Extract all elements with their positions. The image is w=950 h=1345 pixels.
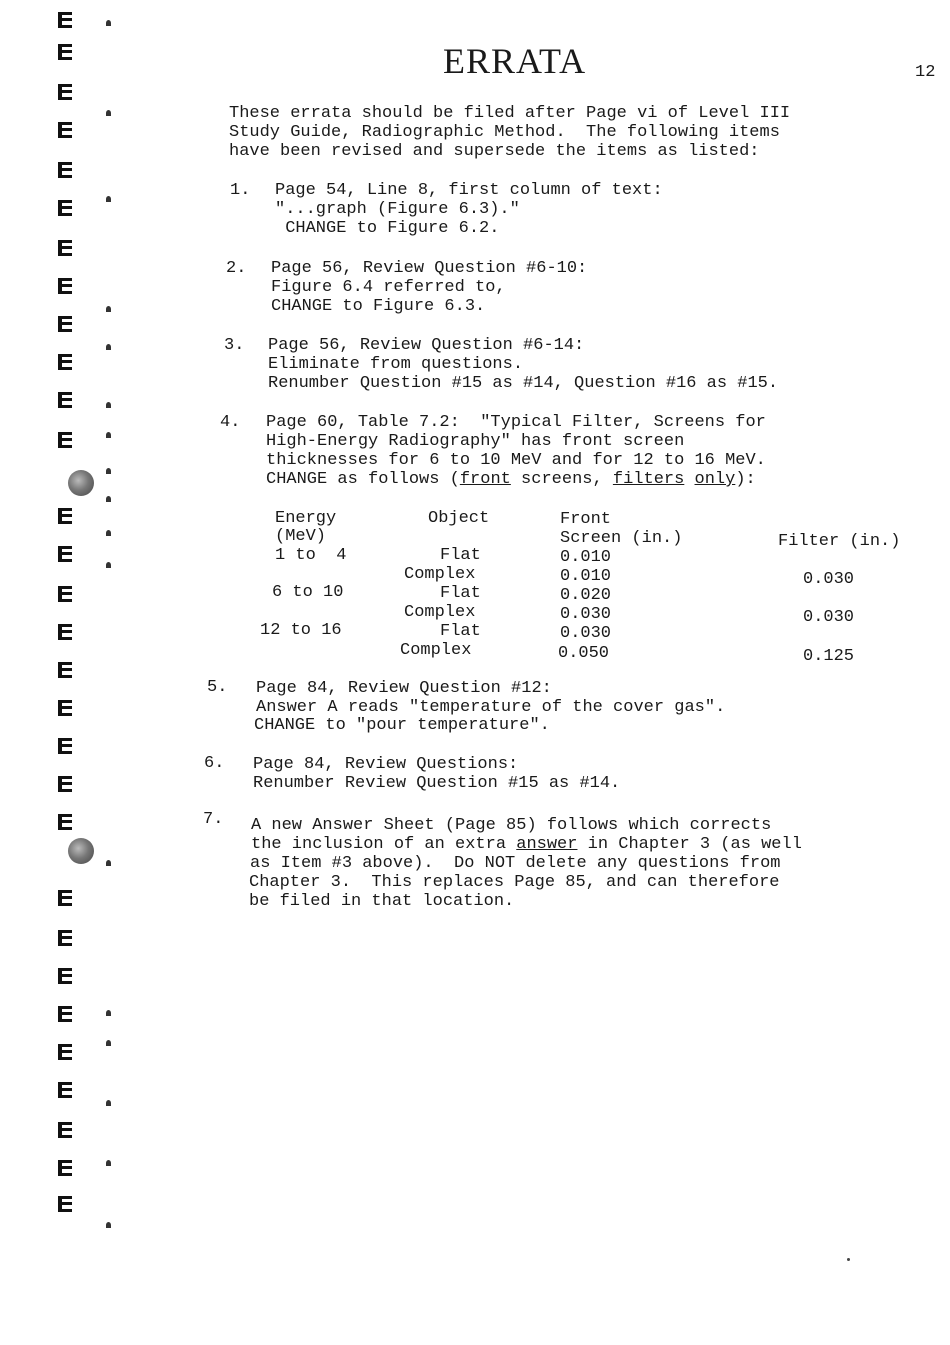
table-cell-object: Complex bbox=[404, 603, 476, 622]
item-line: Renumber Review Question #15 as #14. bbox=[253, 774, 621, 793]
header-screen: Screen (in.) bbox=[560, 529, 683, 548]
item-line: "...graph (Figure 6.3)." bbox=[275, 200, 520, 219]
table-cell-filter: 0.125 bbox=[803, 647, 855, 666]
table-cell-filter: 0.030 bbox=[803, 570, 855, 589]
binder-hole bbox=[58, 1006, 72, 1022]
binder-hole bbox=[58, 776, 72, 792]
page-title: ERRATA bbox=[443, 41, 587, 81]
item-line: CHANGE to Figure 6.3. bbox=[271, 297, 486, 316]
binder-hole bbox=[58, 44, 72, 60]
binder-mark bbox=[106, 402, 111, 408]
table-cell-screen: 0.010 bbox=[560, 567, 612, 586]
item-line: Page 84, Review Question #12: bbox=[256, 679, 552, 698]
item-number: 6. bbox=[204, 754, 225, 773]
table-cell-object: Flat bbox=[440, 546, 481, 565]
change-text: ): bbox=[735, 470, 756, 489]
binder-hole bbox=[58, 1044, 72, 1060]
binder-hole bbox=[58, 1082, 72, 1098]
item-line: be filed in that location. bbox=[249, 892, 515, 911]
line-text: the inclusion of an extra bbox=[251, 835, 517, 854]
item-line: Page 56, Review Question #6-14: bbox=[268, 336, 585, 355]
binder-hole bbox=[58, 738, 72, 754]
table-cell-screen: 0.020 bbox=[560, 586, 612, 605]
item-line: A new Answer Sheet (Page 85) follows which corrects bbox=[251, 816, 772, 835]
binder-hole bbox=[58, 122, 72, 138]
binder-hole bbox=[58, 890, 72, 906]
binder-mark bbox=[106, 1010, 111, 1016]
binder-mark bbox=[106, 1100, 111, 1106]
underlined-only: only bbox=[694, 470, 736, 489]
binder-mark bbox=[106, 20, 111, 26]
item-number: 7. bbox=[203, 810, 224, 829]
binder-mark bbox=[106, 860, 111, 866]
table-cell-object: Complex bbox=[400, 641, 472, 660]
binder-hole bbox=[58, 12, 72, 28]
item-line-answer bbox=[251, 835, 802, 854]
binder-hole bbox=[58, 586, 72, 602]
binder-hole bbox=[58, 354, 72, 370]
table-cell-energy: 6 to 10 bbox=[272, 583, 344, 602]
header-energy: Energy bbox=[275, 509, 337, 528]
item-number: 2. bbox=[226, 259, 247, 278]
item-line: High-Energy Radiography" has front screen bbox=[266, 432, 685, 451]
binder-mark bbox=[106, 432, 111, 438]
table-cell-object: Flat bbox=[440, 584, 481, 603]
binder-hole bbox=[58, 662, 72, 678]
item-line: Page 56, Review Question #6-10: bbox=[271, 259, 588, 278]
binder-mark bbox=[106, 1222, 111, 1228]
binder-hole bbox=[58, 432, 72, 448]
binder-hole bbox=[58, 546, 72, 562]
table-cell-filter: 0.030 bbox=[803, 608, 855, 627]
page-number: 12 bbox=[915, 63, 936, 82]
binder-holes bbox=[28, 0, 118, 1250]
item-line: CHANGE to "pour temperature". bbox=[254, 716, 550, 735]
item-line: Page 54, Line 8, first column of text: bbox=[275, 181, 663, 200]
binder-mark bbox=[106, 496, 111, 502]
binder-hole bbox=[58, 392, 72, 408]
table-cell-screen: 0.010 bbox=[560, 548, 612, 567]
item-number: 5. bbox=[207, 678, 228, 697]
underlined-front: front bbox=[459, 470, 511, 489]
binder-hole bbox=[58, 84, 72, 100]
table-cell-object: Complex bbox=[404, 565, 476, 584]
punch-hole bbox=[68, 470, 94, 496]
intro-line: have been revised and supersede the items as listed: bbox=[229, 142, 760, 161]
item-number: 4. bbox=[220, 413, 241, 432]
binder-hole bbox=[58, 316, 72, 332]
binder-hole bbox=[58, 200, 72, 216]
item-number: 3. bbox=[224, 336, 245, 355]
binder-mark bbox=[106, 306, 111, 312]
table-cell-energy: 12 to 16 bbox=[260, 621, 342, 640]
binder-hole bbox=[58, 278, 72, 294]
item-number: 1. bbox=[230, 181, 251, 200]
binder-mark bbox=[106, 1160, 111, 1166]
item-line: Figure 6.4 referred to, bbox=[271, 278, 506, 297]
item-change-line bbox=[266, 470, 756, 489]
intro-line: These errata should be filed after Page vi of Level III bbox=[229, 104, 791, 123]
item-line: Renumber Question #15 as #14, Question #16 as #15. bbox=[268, 374, 779, 393]
table-cell-energy: 1 to 4 bbox=[275, 546, 347, 565]
intro-line: Study Guide, Radiographic Method. The following items bbox=[229, 123, 780, 142]
binder-mark bbox=[106, 344, 111, 350]
change-text: screens, bbox=[510, 470, 613, 489]
change-space bbox=[684, 470, 694, 489]
table-cell-screen: 0.030 bbox=[560, 624, 612, 643]
item-line: Eliminate from questions. bbox=[268, 355, 524, 374]
binder-hole bbox=[58, 508, 72, 524]
table-cell-screen: 0.030 bbox=[560, 605, 612, 624]
table-cell-object: Flat bbox=[440, 622, 481, 641]
binder-hole bbox=[58, 700, 72, 716]
binder-hole bbox=[58, 1160, 72, 1176]
binder-hole bbox=[58, 624, 72, 640]
binder-hole bbox=[58, 240, 72, 256]
line-text: in Chapter 3 (as well bbox=[577, 835, 802, 854]
binder-mark bbox=[106, 196, 111, 202]
binder-hole bbox=[58, 162, 72, 178]
binder-mark bbox=[106, 110, 111, 116]
binder-hole bbox=[58, 968, 72, 984]
binder-mark bbox=[106, 562, 111, 568]
change-text: CHANGE as follows ( bbox=[266, 470, 460, 489]
underlined-filters: filters bbox=[612, 470, 685, 489]
item-line: CHANGE to Figure 6.2. bbox=[275, 219, 500, 238]
binder-mark bbox=[106, 530, 111, 536]
item-line: Page 84, Review Questions: bbox=[253, 755, 519, 774]
binder-hole bbox=[58, 1196, 72, 1212]
binder-hole bbox=[58, 814, 72, 830]
punch-hole bbox=[68, 838, 94, 864]
binder-hole bbox=[58, 1122, 72, 1138]
binder-mark bbox=[106, 1040, 111, 1046]
underlined-answer: answer bbox=[516, 835, 578, 854]
header-front: Front bbox=[560, 510, 612, 529]
binder-mark bbox=[106, 468, 111, 474]
item-line: as Item #3 above). Do NOT delete any questions from bbox=[250, 854, 781, 873]
item-line: Answer A reads "temperature of the cover gas". bbox=[256, 698, 726, 717]
header-energy-unit: (MeV) bbox=[275, 527, 327, 546]
header-filter: Filter (in.) bbox=[778, 532, 901, 551]
scan-speck bbox=[847, 1258, 850, 1261]
table-cell-screen: 0.050 bbox=[558, 644, 610, 663]
header-object: Object bbox=[428, 509, 490, 528]
item-line: thicknesses for 6 to 10 MeV and for 12 to 16 MeV. bbox=[266, 451, 766, 470]
item-line: Page 60, Table 7.2: "Typical Filter, Screens for bbox=[266, 413, 766, 432]
item-line: Chapter 3. This replaces Page 85, and can therefore bbox=[249, 873, 780, 892]
binder-hole bbox=[58, 930, 72, 946]
